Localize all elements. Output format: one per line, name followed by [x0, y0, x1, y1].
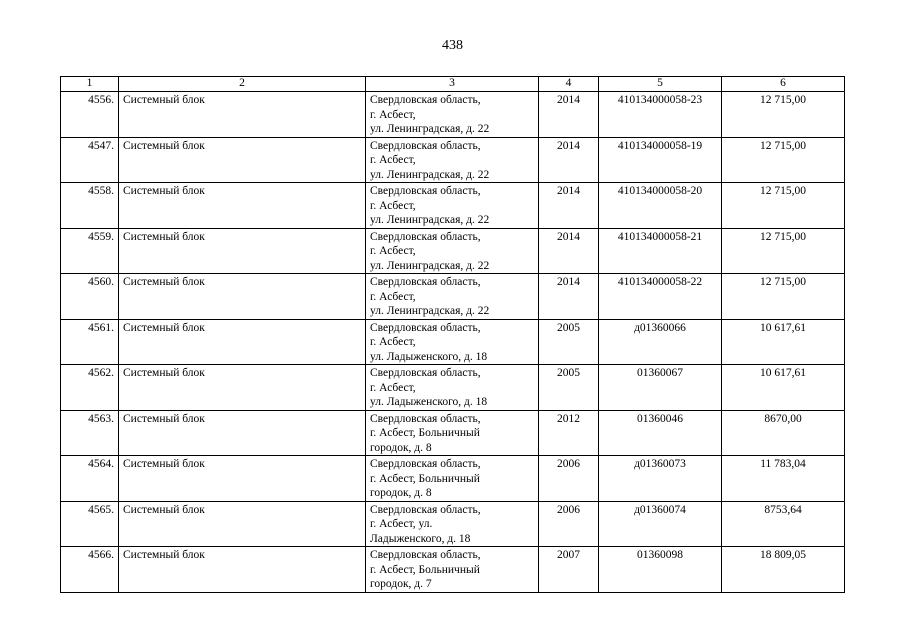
item-name: Системный блок [119, 228, 366, 274]
inventory-number: 01360067 [599, 365, 722, 411]
row-number: 4559. [61, 228, 119, 274]
table-row [61, 365, 845, 411]
table-row [61, 274, 845, 320]
item-name: Системный блок [119, 501, 366, 547]
item-year: 2005 [539, 365, 599, 411]
row-number: 4561. [61, 319, 119, 365]
item-year: 2005 [539, 319, 599, 365]
table-row [61, 456, 845, 502]
item-name: Системный блок [119, 319, 366, 365]
column-header: 2 [119, 77, 366, 92]
inventory-number: 410134000058-21 [599, 228, 722, 274]
item-name: Системный блок [119, 410, 366, 456]
item-address: Свердловская область, г. Асбест, ул. Ладыженского, д. 18 [366, 501, 539, 547]
table-row [61, 501, 845, 547]
row-number: 4547. [61, 137, 119, 183]
item-name: Системный блок [119, 456, 366, 502]
table-body [61, 92, 845, 593]
item-address: Свердловская область, г. Асбест, Больничный городок, д. 8 [366, 456, 539, 502]
table-row [61, 92, 845, 138]
row-number: 4564. [61, 456, 119, 502]
item-name: Системный блок [119, 547, 366, 593]
item-cost: 10 617,61 [722, 319, 845, 365]
inventory-number: 410134000058-23 [599, 92, 722, 138]
table-row [61, 410, 845, 456]
item-name: Системный блок [119, 274, 366, 320]
item-cost: 18 809,05 [722, 547, 845, 593]
item-address: Свердловская область, г. Асбест, ул. Ленинградская, д. 22 [366, 183, 539, 229]
item-cost: 12 715,00 [722, 137, 845, 183]
column-header: 4 [539, 77, 599, 92]
item-address: Свердловская область, г. Асбест, ул. Ладыженского, д. 18 [366, 319, 539, 365]
item-name: Системный блок [119, 183, 366, 229]
item-cost: 8753,64 [722, 501, 845, 547]
row-number: 4566. [61, 547, 119, 593]
item-address: Свердловская область, г. Асбест, ул. Ладыженского, д. 18 [366, 365, 539, 411]
row-number: 4558. [61, 183, 119, 229]
column-header: 6 [722, 77, 845, 92]
inventory-number: 410134000058-20 [599, 183, 722, 229]
item-cost: 12 715,00 [722, 228, 845, 274]
item-name: Системный блок [119, 365, 366, 411]
table-row [61, 547, 845, 593]
column-header: 5 [599, 77, 722, 92]
row-number: 4560. [61, 274, 119, 320]
item-cost: 10 617,61 [722, 365, 845, 411]
table-row [61, 319, 845, 365]
inventory-number: 410134000058-22 [599, 274, 722, 320]
column-header: 1 [61, 77, 119, 92]
item-cost: 11 783,04 [722, 456, 845, 502]
page-number: 438 [442, 38, 463, 53]
row-number: 4556. [61, 92, 119, 138]
property-table [60, 76, 845, 593]
item-address: Свердловская область, г. Асбест, ул. Ленинградская, д. 22 [366, 228, 539, 274]
inventory-number: 410134000058-19 [599, 137, 722, 183]
item-year: 2014 [539, 137, 599, 183]
row-number: 4565. [61, 501, 119, 547]
item-cost: 8670,00 [722, 410, 845, 456]
item-cost: 12 715,00 [722, 183, 845, 229]
item-year: 2014 [539, 92, 599, 138]
item-cost: 12 715,00 [722, 274, 845, 320]
inventory-number: д01360066 [599, 319, 722, 365]
item-year: 2014 [539, 228, 599, 274]
item-name: Системный блок [119, 92, 366, 138]
table-header-row [61, 77, 845, 92]
table-row [61, 137, 845, 183]
table-row [61, 183, 845, 229]
item-address: Свердловская область, г. Асбест, Больничный городок, д. 7 [366, 547, 539, 593]
item-year: 2014 [539, 274, 599, 320]
inventory-number: 01360098 [599, 547, 722, 593]
item-year: 2014 [539, 183, 599, 229]
inventory-number: д01360074 [599, 501, 722, 547]
item-address: Свердловская область, г. Асбест, Больничный городок, д. 8 [366, 410, 539, 456]
item-address: Свердловская область, г. Асбест, ул. Ленинградская, д. 22 [366, 92, 539, 138]
column-header: 3 [366, 77, 539, 92]
item-name: Системный блок [119, 137, 366, 183]
item-year: 2006 [539, 501, 599, 547]
inventory-number: 01360046 [599, 410, 722, 456]
item-address: Свердловская область, г. Асбест, ул. Ленинградская, д. 22 [366, 274, 539, 320]
item-year: 2012 [539, 410, 599, 456]
inventory-number: д01360073 [599, 456, 722, 502]
item-year: 2007 [539, 547, 599, 593]
row-number: 4563. [61, 410, 119, 456]
row-number: 4562. [61, 365, 119, 411]
item-year: 2006 [539, 456, 599, 502]
item-cost: 12 715,00 [722, 92, 845, 138]
table-row [61, 228, 845, 274]
item-address: Свердловская область, г. Асбест, ул. Ленинградская, д. 22 [366, 137, 539, 183]
